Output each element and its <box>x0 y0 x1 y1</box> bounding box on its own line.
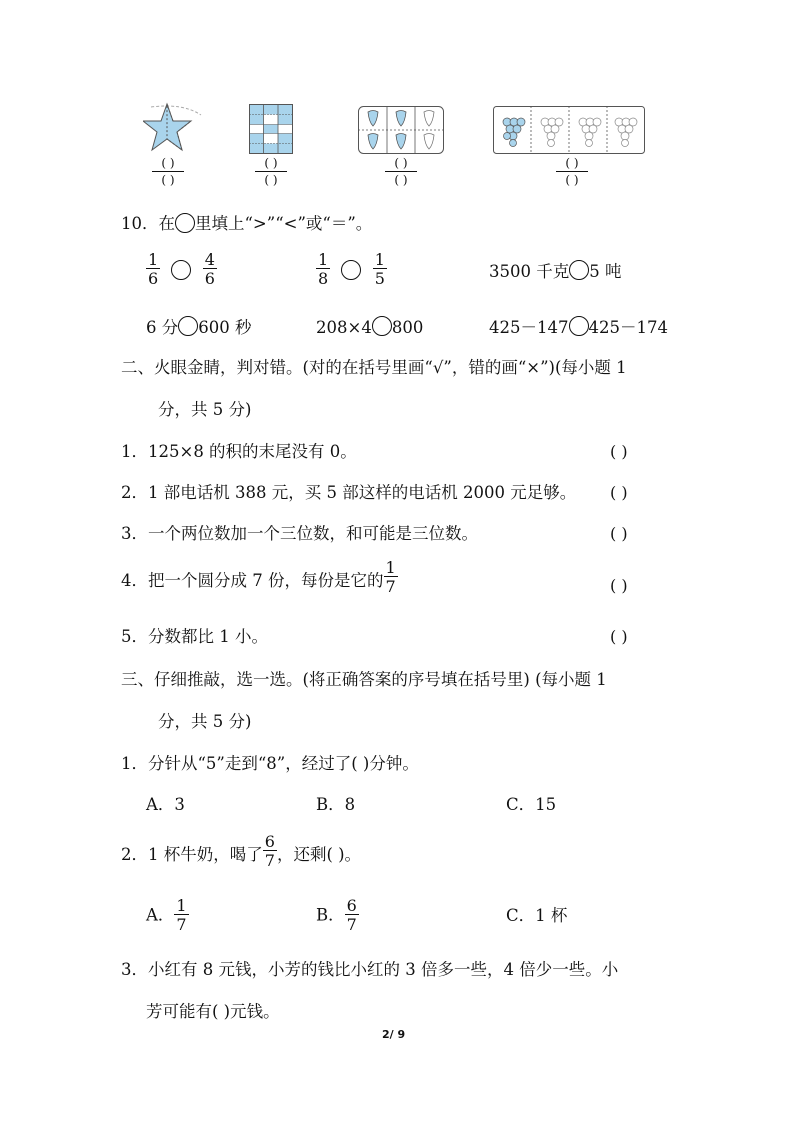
compare-circle[interactable] <box>341 260 361 280</box>
tf-answer-4[interactable]: ( ) <box>610 576 628 595</box>
tf-answer-1[interactable]: ( ) <box>610 442 628 461</box>
q10-row1-item1: $\frac{1}{6}$ $\frac{4}{6}$ <box>148 250 215 288</box>
tf-item-5: 5．分数都比 1 小。 <box>121 627 268 646</box>
q10-row2-item3: 425－147 425－174 <box>489 318 668 338</box>
mc-q3-stem-cont: 芳可能有( )元钱。 <box>146 1002 280 1021</box>
section3-title-cont: 分，共 5 分) <box>158 712 252 731</box>
mc-q2-option-a[interactable]: A． $\frac{1}{7}$ <box>146 896 187 934</box>
mc-q2-option-c[interactable]: C．1 杯 <box>506 906 568 925</box>
mc-q1-option-c[interactable]: C．15 <box>506 795 557 814</box>
compare-circle[interactable] <box>171 260 191 280</box>
compare-circle[interactable] <box>372 316 392 336</box>
mc-q3-stem: 3．小红有 8 元钱，小芳的钱比小红的 3 倍多一些，4 倍少一些。小 <box>121 960 619 979</box>
compare-circle[interactable] <box>569 316 589 336</box>
figure-star <box>143 101 203 156</box>
tf-item-2: 2．1 部电话机 388 元，买 5 部这样的电话机 2000 元足够。 <box>121 483 577 502</box>
mc-q1-option-a[interactable]: A．3 <box>146 795 185 814</box>
page-number: 2/ 9 <box>382 1028 406 1041</box>
answer-blank-fraction[interactable]: ( ) ( ) <box>251 156 291 187</box>
q10-row1-item2: $\frac{1}{8}$ $\frac{1}{5}$ <box>318 250 385 288</box>
q10-row1-item3: 3500 千克 5 吨 <box>489 262 622 282</box>
mc-q2-stem: 2．1 杯牛奶，喝了 $\frac{6}{7}$ ，还剩( )。 <box>121 832 362 870</box>
mc-q2-option-b[interactable]: B． $\frac{6}{7}$ <box>316 896 357 934</box>
tf-item-4: 4．把一个圆分成 7 份，每份是它的 $\frac{1}{7}$ <box>121 558 396 596</box>
mc-q1-stem: 1．分针从“5”走到“8”，经过了( )分钟。 <box>121 754 419 773</box>
answer-blank-fraction[interactable]: ( ) ( ) <box>552 156 592 187</box>
tf-answer-2[interactable]: ( ) <box>610 483 628 502</box>
compare-circle[interactable] <box>175 213 195 233</box>
section3-title: 三、仔细推敲，选一选。(将正确答案的序号填在括号里) (每小题 1 <box>121 670 607 689</box>
tf-answer-5[interactable]: ( ) <box>610 627 628 646</box>
tf-answer-3[interactable]: ( ) <box>610 524 628 543</box>
section2-title: 二、火眼金睛，判对错。(对的在括号里画“√”，错的画“×”)(每小题 1 <box>121 358 627 377</box>
q10-row2-item1: 6 分 600 秒 <box>146 318 252 338</box>
section2-title-cont: 分，共 5 分) <box>158 400 252 419</box>
compare-circle[interactable] <box>569 260 589 280</box>
answer-blank-fraction[interactable]: ( ) ( ) <box>148 156 188 187</box>
tf-item-3: 3．一个两位数加一个三位数，和可能是三位数。 <box>121 524 478 543</box>
answer-blank-fraction[interactable]: ( ) ( ) <box>381 156 421 187</box>
q10-instruction: 10．在 里填上“>”“<”或“＝”。 <box>121 214 373 233</box>
q10-row2-item2: 208×4 800 <box>316 318 423 338</box>
figure-grid-rectangle <box>249 104 293 154</box>
compare-circle[interactable] <box>178 316 198 336</box>
mc-q1-option-b[interactable]: B．8 <box>316 795 356 814</box>
figure-strawberries <box>358 106 444 154</box>
tf-item-1: 1．125×8 的积的末尾没有 0。 <box>121 442 357 461</box>
figure-grapes <box>493 106 645 154</box>
